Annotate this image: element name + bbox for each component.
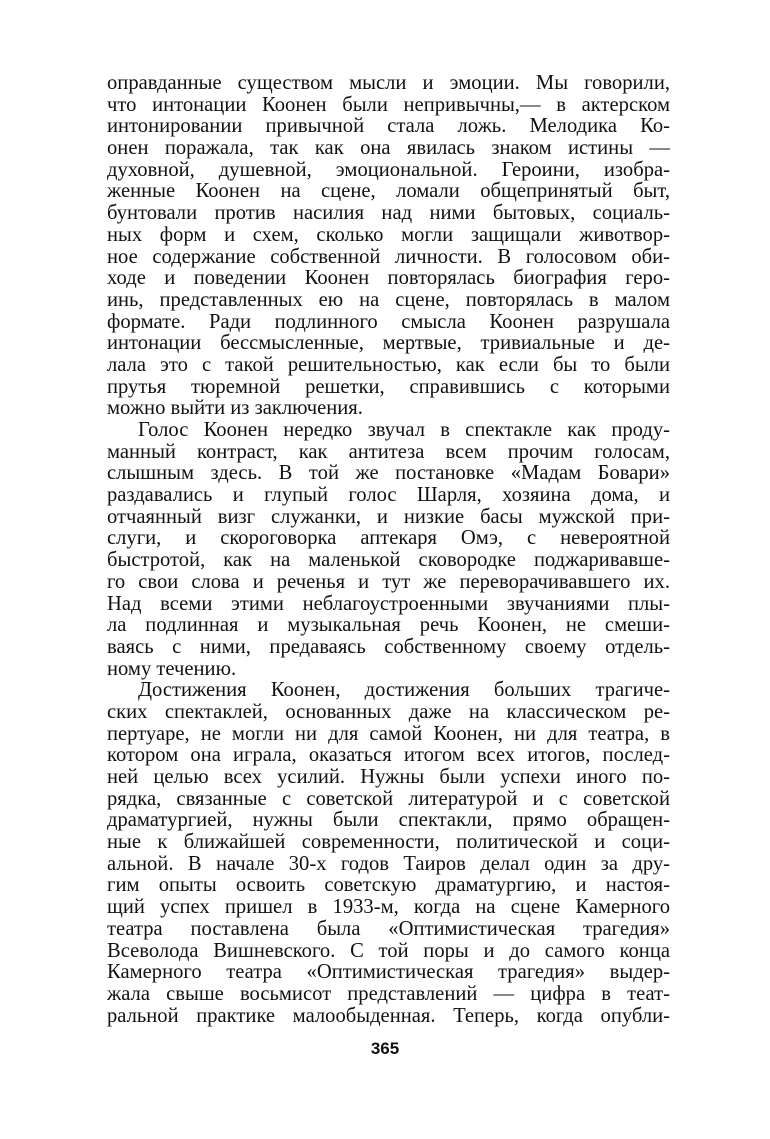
- text-line: прутья тюремной решетки, справившись с которыми: [107, 375, 670, 398]
- text-line: гим опыты освоить советскую драматургию, и настоя-: [107, 874, 670, 897]
- text-line: интонировании привычной стала ложь. Мелодика Ко-: [107, 115, 670, 138]
- text-line: Камерного театра «Оптимистическая трагедия» выдер-: [107, 961, 670, 984]
- text-line: женные Коонен на сцене, ломали общепринятый быт,: [107, 180, 670, 203]
- paragraph-end-line: ному течению.: [107, 657, 237, 680]
- page-number: 365: [370, 1039, 400, 1058]
- text-line: драматургией, нужны были спектакли, прямо обращен-: [107, 809, 670, 832]
- body-text: [107, 73, 670, 1027]
- text-line: ней целью всех усилий. Нужны были успехи иного по-: [107, 766, 670, 788]
- text-line: отчаянный визг служанки, и низкие басы мужской при-: [107, 505, 670, 528]
- text-line: быстротой, как на маленькой сковородке поджаривавше-: [107, 549, 670, 572]
- text-line: ских спектаклей, основанных даже на классическом ре-: [107, 700, 670, 723]
- text-line: ных форм и схем, сколько могли защищали животвор-: [107, 223, 670, 246]
- text-line: ваясь с ними, предаваясь собственному своему отдель-: [107, 635, 670, 658]
- text-line: театра поставлена была «Оптимистическая трагедия»: [107, 917, 670, 940]
- text-line: духовной, душевной, эмоциональной. Героини, изобра-: [107, 158, 670, 181]
- text-line: раздавались и глупый голос Шарля, хозяина дома, и: [107, 484, 670, 507]
- text-line: что интонации Коонен были непривычны,— в актерском: [107, 93, 670, 116]
- text-line: онен поражала, так как она явилась знаком истины —: [107, 137, 670, 160]
- paragraph-start-line: Голос Коонен нередко звучал в спектакле как проду-: [138, 419, 670, 441]
- text-line: формате. Ради подлинного смысла Коонен разрушала: [107, 310, 670, 333]
- text-line: Над всеми этими неблагоустроенными звучаниями плы-: [107, 592, 670, 615]
- text-line: манный контраст, как антитеза всем прочим голосам,: [107, 440, 670, 463]
- paragraph-start-line: Достижения Коонен, достижения больших трагиче-: [138, 679, 670, 702]
- text-line: ное содержание собственной личности. В голосовом оби-: [107, 245, 670, 268]
- text-line: ные к ближайшей современности, политической и соци-: [107, 831, 670, 854]
- text-line: ральной практике малообыденная. Теперь, когда опубли-: [107, 1004, 670, 1027]
- text-line: ла подлинная и музыкальная речь Коонен, не смеши-: [107, 614, 670, 637]
- text-line: щий успех пришел в 1933-м, когда на сцене Камерного: [107, 896, 670, 919]
- text-line: жала свыше восьмисот представлений — цифра в теат-: [107, 982, 670, 1005]
- text-line: слышным здесь. В той же постановке «Мадам Бовари»: [107, 462, 670, 485]
- text-line: слуги, и скороговорка аптекаря Омэ, с невероятной: [107, 527, 670, 550]
- text-line: интонации бессмысленные, мертвые, тривиальные и де-: [107, 332, 670, 355]
- text-line: котором она играла, оказаться итогом всех итогов, послед-: [107, 744, 670, 767]
- text-line: инь, представленных ею на сцене, повторялась в малом: [107, 288, 670, 311]
- text-line: альной. В начале 30-х годов Таиров делал один за дру-: [107, 852, 670, 875]
- text-line: лала это с такой решительностью, как если бы то были: [107, 353, 670, 376]
- text-line: го свои слова и реченья и тут же переворачивавшего их.: [107, 570, 670, 593]
- text-line: пертуаре, не могли ни для самой Коонен, ни для театра, в: [107, 722, 670, 745]
- paragraph-end-line: можно выйти из заключения.: [107, 397, 363, 420]
- text-line: Всеволода Вишневского. С той поры и до самого конца: [107, 939, 670, 962]
- text-line: ходе и поведении Коонен повторялась биография геро-: [107, 267, 670, 290]
- text-line: рядка, связанные с советской литературой и с советской: [107, 787, 670, 810]
- text-line: оправданные существом мысли и эмоции. Мы говорили,: [107, 72, 670, 94]
- text-line: бунтовали против насилия над ними бытовых, социаль-: [107, 202, 670, 225]
